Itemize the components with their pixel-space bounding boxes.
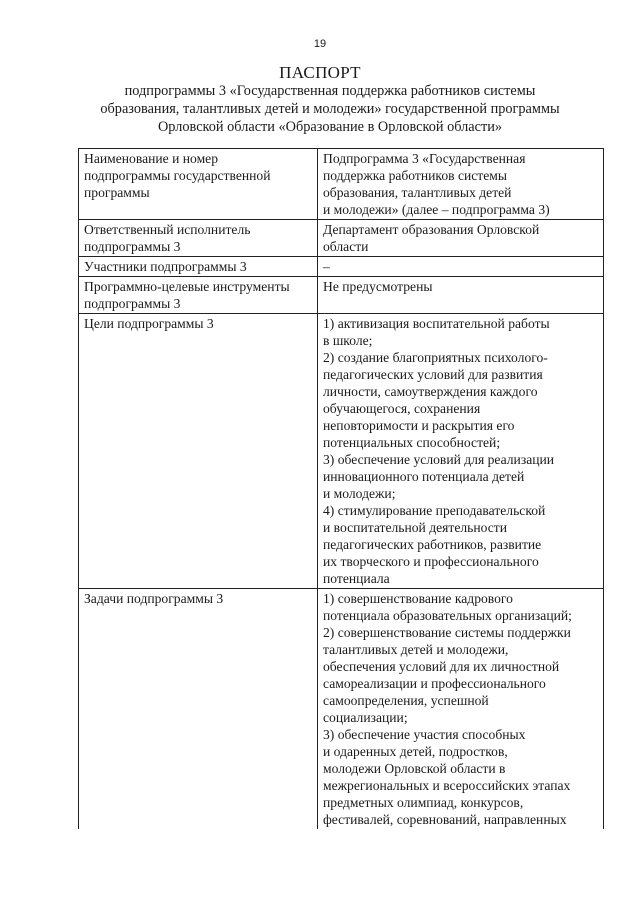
row-value-line: – — [323, 259, 330, 274]
row-value-line: личности, самоутверждения каждого — [323, 384, 538, 399]
row-value-line: 3) обеспечение условий для реализации — [323, 452, 555, 467]
row-value-cell — [318, 220, 604, 257]
row-label-cell — [79, 589, 318, 830]
row-value-line: поддержка работников системы — [323, 168, 507, 183]
row-value-line: инновационного потенциала детей — [323, 469, 525, 484]
row-value-cell — [318, 277, 604, 314]
table-row — [79, 220, 604, 257]
row-value-line: и молодежи» (далее – подпрограмма 3) — [323, 202, 550, 217]
row-label-line: подпрограммы государственной — [84, 168, 271, 183]
row-value-cell — [318, 149, 604, 220]
row-value-line: самореализации и профессионального — [323, 676, 546, 691]
row-value-line: их творческого и профессионального — [323, 554, 539, 569]
row-label-line: Программно-целевые инструменты — [84, 279, 290, 294]
row-value-cell — [318, 314, 604, 589]
row-value-line: Не предусмотрены — [323, 279, 433, 294]
table-row — [79, 589, 604, 830]
row-label-line: программы — [84, 185, 150, 200]
row-value-line: образования, талантливых детей — [323, 185, 512, 200]
table-row — [79, 277, 604, 314]
row-label-line: Участники подпрограммы 3 — [84, 259, 247, 274]
row-value-line: области — [323, 239, 369, 254]
row-label-line: Наименование и номер — [84, 151, 219, 166]
row-value-line: межрегиональных и всероссийских этапах — [323, 778, 571, 793]
row-label-cell — [79, 277, 318, 314]
page-number: 19 — [313, 38, 327, 50]
table-row — [79, 257, 604, 277]
row-value-line: 1) активизация воспитательной работы — [323, 316, 550, 331]
row-label-line: подпрограммы 3 — [84, 239, 181, 254]
row-value-line: Подпрограмма 3 «Государственная — [323, 151, 526, 166]
row-label-line: подпрограммы 3 — [84, 296, 181, 311]
row-label-line: Задачи подпрограммы 3 — [84, 591, 224, 606]
row-value-line: обеспечения условий для их личностной — [323, 659, 560, 674]
table-row — [79, 149, 604, 220]
document-title: ПАСПОРТ — [279, 63, 361, 82]
row-value-line: самоопределения, успешной — [323, 693, 489, 708]
passport-table-body — [79, 149, 604, 830]
row-value-line: и воспитательной деятельности — [323, 520, 508, 535]
row-value-line: неповторимости и раскрытия его — [323, 418, 515, 433]
row-label-cell — [79, 314, 318, 589]
row-value-line: молодежи Орловской области в — [323, 761, 506, 776]
row-label-cell — [79, 220, 318, 257]
row-label-line: Цели подпрограммы 3 — [84, 316, 214, 331]
row-label-cell — [79, 257, 318, 277]
row-value-line: Департамент образования Орловской — [323, 222, 540, 237]
row-value-line: и одаренных детей, подростков, — [323, 744, 508, 759]
subtitle-line: подпрограммы 3 «Государственная поддержка работников системы — [124, 83, 536, 99]
subtitle-line: образования, талантливых детей и молодежи» государственной программы — [100, 101, 560, 117]
row-value-line: 1) совершенствование кадрового — [323, 591, 513, 606]
row-value-line: 4) стимулирование преподавательской — [323, 503, 546, 518]
row-value-line: фестивалей, соревнований, направленных — [323, 812, 567, 827]
row-value-line: 2) создание благоприятных психолого- — [323, 350, 548, 365]
row-value-line: предметных олимпиад, конкурсов, — [323, 795, 524, 810]
row-label-cell — [79, 149, 318, 220]
row-value-line: и молодежи; — [323, 486, 396, 501]
row-value-line: социализации; — [323, 710, 408, 725]
row-value-cell — [318, 589, 604, 830]
passport-table — [78, 148, 604, 829]
row-value-line: талантливых детей и молодежи, — [323, 642, 509, 657]
row-value-line: потенциала образовательных организаций; — [323, 608, 572, 623]
row-value-line: 3) обеспечение участия способных — [323, 727, 526, 742]
subtitle-line: Орловской области «Образование в Орловской области» — [157, 119, 503, 135]
row-value-line: 2) совершенствование системы поддержки — [323, 625, 571, 640]
document-subtitle — [60, 82, 600, 136]
row-label-line: Ответственный исполнитель — [84, 222, 251, 237]
row-value-line: в школе; — [323, 333, 373, 348]
row-value-cell — [318, 257, 604, 277]
row-value-line: потенциала — [323, 571, 390, 586]
row-value-line: потенциальных способностей; — [323, 435, 501, 450]
row-value-line: педагогических работников, развитие — [323, 537, 542, 552]
row-value-line: педагогических условий для развития — [323, 367, 543, 382]
table-row — [79, 314, 604, 589]
row-value-line: обучающегося, сохранения — [323, 401, 481, 416]
